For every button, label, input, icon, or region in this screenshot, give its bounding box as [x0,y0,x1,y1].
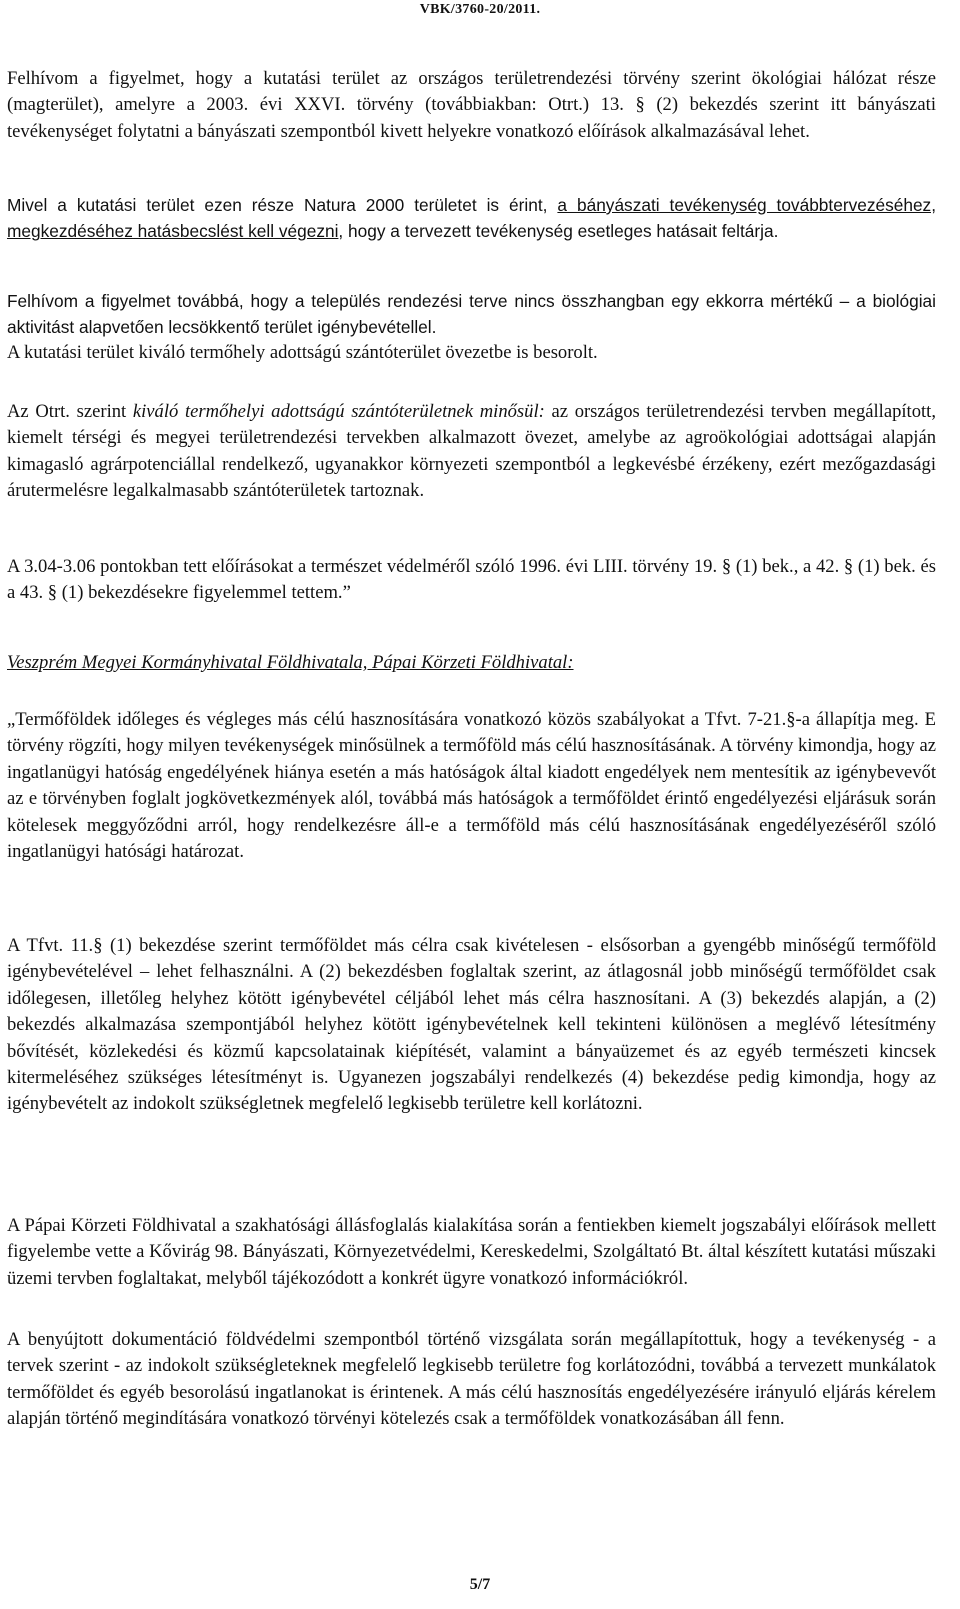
text-run: Mivel a kutatási terület ezen része Natura 2000 területet is érint, [7,195,558,215]
page-number: 5/7 [469,1576,491,1593]
italic-definition-term: kiváló termőhelyi adottságú szántóterületnek minősül: [132,401,545,422]
paragraph-documentation-review [7,1327,936,1433]
document-id-header: VBK/3760-20/2011. [419,2,541,17]
paragraph-tfvt-section-11 [7,933,936,1118]
section-heading-text: Veszprém Megyei Kormányhivatal Földhivatala, Pápai Körzeti Földhivatal: [7,652,574,673]
paragraph-text: A Pápai Körzeti Földhivatal a szakhatósági állásfoglalás kialakítása során a fentiekben kiemelt jogszabályi előírások mellett figyelembe vette a Kővirág 98. Bányászati, Környezetvédelmi, Kereskedelmi, Szolgáltató Bt. által készített kutatási műszaki üzemi tervben foglaltakat, melyből tájékozódott a konkrét ügyre vonatkozó információkról. [7,1215,936,1289]
paragraph-nature-protection-law [7,554,936,607]
paragraph-zone-classification [7,340,936,366]
paragraph-settlement-plan [7,288,936,341]
paragraph-text [7,192,936,245]
paragraph-otrt-definition [7,399,936,505]
paragraph-natura-2000 [7,192,936,245]
paragraph-text: A Tfvt. 11.§ (1) bekezdése szerint termőföldet más célra csak kivételesen - elsősorban a gyengébb minőségű termőföld igénybevételével – lehet felhasználni. A (2) bekezdésben foglaltak szerint, az átlagosnál jobb minőségű termőföldet csak időlegesen, illetőleg helyhez kötött igénybevétel céljából lehet más célra hasznosítani. A (3) bekezdés alapján, a (2) bekezdés alkalmazása szempontjából helyhez kötött igénybevételnek kell tekinteni különösen a meglévő létesítmény bővítését, közlekedési és közmű kapcsolatainak kiépítését, valamint a bányaüzemet és az egyéb természeti kincsek kitermeléséhez szükséges létesítményt is. Ugyanezen jogszabályi rendelkezés (4) bekezdése pedig kimondja, hogy az igénybevételt az indokolt szükségletnek megfelelő legkisebb területre kell korlátozni. [7,935,936,1115]
paragraph-text: Felhívom a figyelmet, hogy a kutatási terület az országos területrendezési törvény szerint ökológiai hálózat része (magterület), amelyre a 2003. évi XXVI. törvény (továbbiakban: Otrt.) 13. § (2) bekezdés szerint itt bányászati tevékenységet folytatni a bányászati szempontból kivett helyekre vonatkozó előírások alkalmazásával lehet. [7,68,936,142]
paragraph-text: „Termőföldek időleges és végleges más célú hasznosítására vonatkozó közös szabályokat a Tfvt. 7-21.§-a állapítja meg. E törvény rögzíti, hogy milyen tevékenységek minősülnek a termőföld más célú hasznosításának. A törvény kimondja, hogy az ingatlanügyi hatóság engedélyének hiánya esetén a más hatóságok által kiadott engedélyek nem mentesítik az igénybevevőt az e törvényben foglalt jogkövetkezmények alól, továbbá más hatóságok a termőföldet érintő engedélyezési eljárásuk során kötelesek meggyőződni arról, hogy rendelkezésre áll-e a termőföld más célú hasznosításának engedélyezéséről szóló ingatlanügyi hatósági határozat. [7,709,936,863]
text-run: , hogy a tervezett tevékenység esetleges hatásait feltárja. [338,221,779,242]
paragraph-text: A 3.04-3.06 pontokban tett előírásokat a természet védelméről szóló 1996. évi LIII. törvény 19. § (1) bek., a 42. § (1) bek. és a 43. § (1) bekezdésekre figyelemmel tettem.” [7,556,936,604]
paragraph-papai-office [7,1213,936,1292]
paragraph-tfvt-rules [7,707,936,865]
paragraph-text: Felhívom a figyelmet továbbá, hogy a település rendezési terve nincs összhangban egy ekkorra mértékű – a biológiai aktivitást alapvetően lecsökkentő terület igénybevétellel. [7,291,936,338]
paragraph-text: A kutatási terület kiváló termőhely adottságú szántóterület övezetbe is besorolt. [7,342,598,363]
text-run: az országos területrendezési tervben megállapított, kiemelt térségi és megyei területrendezési tervekben alkalmazott övezet, amelybe az agroökológiai adottságai alapján kimagasló agrárpotenciállal rendelkező, ugyanakkor környezeti szempontból a legkevésbé érzékeny, ezért mezőgazdasági árutermelésre legalkalmasabb szántóterületek tartoznak. [7,401,936,502]
paragraph-ecological-network [7,66,936,145]
text-run: Az Otrt. szerint [7,401,133,422]
paragraph-text [7,399,936,505]
paragraph-text: A benyújtott dokumentáció földvédelmi szempontból történő vizsgálata során megállapítottuk, hogy a tevékenység - a tervek szerint - az indokolt szükségleteknek megfelelő legkisebb területre fog korlátozódni, továbbá a tervezett munkálatok termőföldet és egyéb besorolású ingatlanokat is érintenek. A más célú hasznosítás engedélyezésére irányuló eljárás kérelem alapján történő megindítására vonatkozó törvényi kötelezés csak a termőföldek vonatkozásában áll fenn. [7,1329,936,1430]
section-heading [7,650,936,676]
underlined-requirement: a bányászati tevékenység továbbtervezéséhez, megkezdéséhez hatásbecslést kell végezni [7,195,936,242]
